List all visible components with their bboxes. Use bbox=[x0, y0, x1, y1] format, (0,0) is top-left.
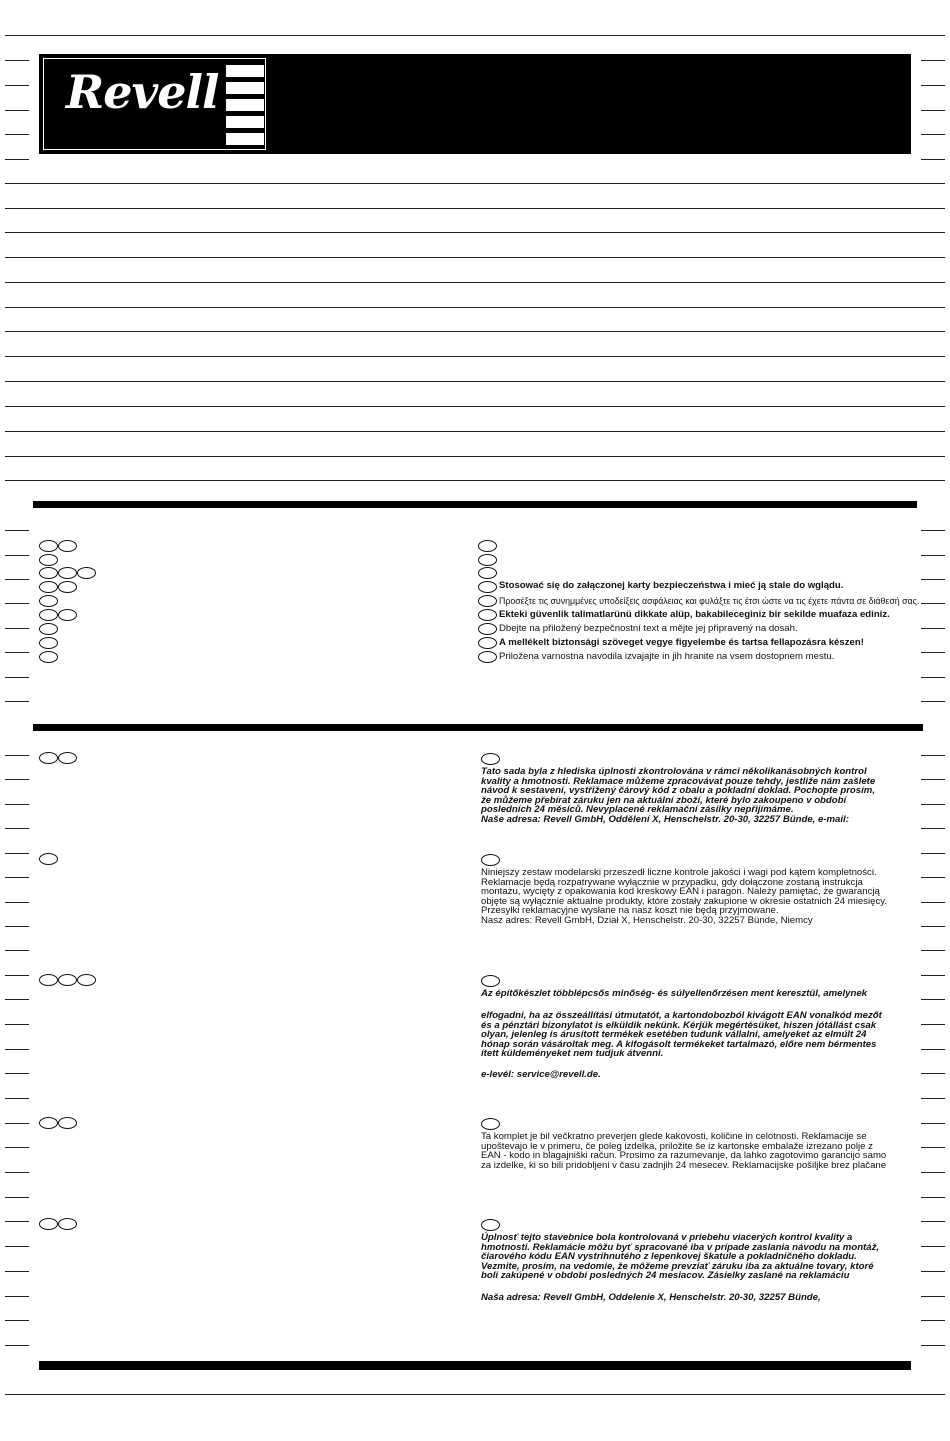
margin-tick bbox=[5, 1221, 29, 1222]
margin-tick bbox=[921, 755, 945, 756]
margin-tick bbox=[5, 853, 29, 854]
lang-marker bbox=[481, 854, 500, 866]
warranty-line: čiarového kódu EAN vystrihnutého z lepenkovej škatule a pokladničného dokladu. bbox=[481, 1251, 857, 1263]
safety-line: Priložena varnostna navodila izvajajte in jih hranite na vsem dostopnem mestu. bbox=[499, 651, 835, 662]
warranty-line: Ta komplet je bil večkratno preverjen glede kakovosti, količine in celotnosti. Reklamacije se bbox=[481, 1131, 867, 1142]
lang-marker bbox=[39, 651, 58, 663]
margin-tick bbox=[921, 950, 945, 951]
margin-tick bbox=[5, 975, 29, 976]
warranty-hu-email: e-levél: service@revell.de. bbox=[481, 1069, 601, 1080]
margin-tick bbox=[921, 779, 945, 780]
margin-tick bbox=[5, 902, 29, 903]
margin-tick bbox=[921, 828, 945, 829]
margin-tick bbox=[5, 1098, 29, 1099]
logo-text: Revell bbox=[66, 65, 219, 119]
margin-tick bbox=[5, 1049, 29, 1050]
ruled-line bbox=[5, 331, 945, 332]
margin-tick bbox=[5, 804, 29, 805]
margin-tick bbox=[5, 1296, 29, 1297]
revell-logo bbox=[43, 58, 266, 150]
lang-marker bbox=[478, 595, 497, 607]
ruled-line bbox=[5, 183, 945, 184]
lang-marker bbox=[39, 540, 77, 552]
margin-tick bbox=[5, 755, 29, 756]
margin-tick bbox=[921, 603, 945, 604]
margin-tick bbox=[921, 1320, 945, 1321]
ruled-line bbox=[5, 480, 945, 481]
margin-tick bbox=[5, 530, 29, 531]
margin-tick bbox=[921, 530, 945, 531]
margin-tick bbox=[5, 1320, 29, 1321]
margin-tick bbox=[921, 628, 945, 629]
warranty-line: posledních 24 měsíců. Nevyplacené reklamační zásilky nepřijímáme. bbox=[481, 804, 794, 816]
warranty-line: montażu, wycięty z opakowania kod kreskowy EAN i paragon. Należy pamiętać, że gwarancją bbox=[481, 886, 880, 898]
margin-tick bbox=[921, 159, 945, 160]
margin-tick bbox=[921, 1197, 945, 1198]
margin-tick bbox=[921, 60, 945, 61]
margin-tick bbox=[921, 701, 945, 702]
lang-marker bbox=[39, 1218, 77, 1230]
margin-tick bbox=[5, 85, 29, 86]
bottom-rule bbox=[5, 1394, 945, 1395]
margin-tick bbox=[921, 804, 945, 805]
warranty-line: za izdelke, ki so bili pridobljeni v času zadnjih 24 mesecev. Reklamacijske pošiljke brez plačane bbox=[481, 1159, 887, 1171]
lang-marker bbox=[39, 581, 77, 593]
warranty-line: hónap során vásároltak meg. A kifogásolt termékeket tartalmazó, előre nem bérmentes bbox=[481, 1038, 877, 1050]
margin-tick bbox=[921, 110, 945, 111]
lang-marker bbox=[478, 554, 497, 566]
margin-tick bbox=[921, 902, 945, 903]
lang-marker bbox=[481, 753, 500, 765]
margin-tick bbox=[921, 1024, 945, 1025]
ruled-line bbox=[5, 232, 945, 233]
lang-marker bbox=[481, 1219, 500, 1231]
warranty-line: Reklamacje będą rozpatrywane wyłącznie w przypadku, gdy dołączone zostaną instrukcja bbox=[481, 876, 863, 888]
margin-tick bbox=[5, 603, 29, 604]
warranty-line: és a pénztári bizonylatot is elküldik nekünk. Kérjük megértésüket, hiszen jótállást csak bbox=[481, 1019, 877, 1031]
margin-tick bbox=[921, 975, 945, 976]
margin-tick bbox=[921, 1098, 945, 1099]
warranty-line: Tato sada byla z hlediska úplnosti zkontrolována v rámci několikanásobných kontrol bbox=[481, 766, 867, 777]
ruled-line bbox=[5, 307, 945, 308]
margin-tick bbox=[5, 652, 29, 653]
warranty-line: Vezmite, prosím, na vedomie, že môžeme prevziať záruku iba za aktuálne tovary, ktoré bbox=[481, 1260, 874, 1272]
margin-tick bbox=[921, 134, 945, 135]
top-rule bbox=[5, 35, 945, 36]
margin-tick bbox=[5, 779, 29, 780]
lang-marker bbox=[478, 609, 497, 621]
warranty-line: návod k sestavení, vystřižený čárový kód z obalu a pokladní doklad. Pochopte prosím, bbox=[481, 785, 875, 797]
header-band bbox=[39, 54, 911, 154]
lang-marker bbox=[481, 975, 500, 987]
lang-marker bbox=[478, 637, 497, 649]
lang-marker bbox=[478, 540, 497, 552]
margin-tick bbox=[5, 877, 29, 878]
margin-tick bbox=[921, 1172, 945, 1173]
margin-tick bbox=[5, 701, 29, 702]
warranty-line: Przesyłki reklamacyjne wysłane na nasz koszt nie będą przyjmowane. bbox=[481, 905, 779, 917]
warranty-line: kvality a hmotnosti. Reklamace můžeme zpracovávat pouze tehdy, jestliže nám zašlete bbox=[481, 775, 876, 787]
margin-tick bbox=[921, 853, 945, 854]
margin-tick bbox=[5, 828, 29, 829]
margin-tick bbox=[921, 1271, 945, 1272]
ruled-line bbox=[5, 282, 945, 283]
warranty-line: objęte są wyłącznie aktualne produkty, które zostały zakupione w okresie ostatnich 24 miesięcy. bbox=[481, 895, 887, 907]
lang-marker bbox=[39, 1117, 77, 1129]
margin-tick bbox=[921, 926, 945, 927]
margin-tick bbox=[5, 1024, 29, 1025]
separator-band-3 bbox=[39, 1361, 911, 1370]
margin-tick bbox=[921, 1246, 945, 1247]
margin-tick bbox=[5, 579, 29, 580]
warranty-sk bbox=[481, 1233, 910, 1281]
ruled-line bbox=[5, 406, 945, 407]
margin-tick bbox=[921, 1296, 945, 1297]
warranty-line: Úplnosť tejto stavebnice bola kontrolovaná v priebehu viacerých kontrol kvality a bbox=[481, 1232, 853, 1243]
margin-tick bbox=[921, 1147, 945, 1148]
lang-marker bbox=[39, 623, 58, 635]
margin-tick bbox=[921, 579, 945, 580]
safety-line: Stosować się do załączonej karty bezpieczeństwa i mieć ją stale do wglądu. bbox=[499, 580, 844, 591]
margin-tick bbox=[5, 110, 29, 111]
margin-tick bbox=[921, 1345, 945, 1346]
warranty-line: ített küldeményeket nem tudjuk átvenni. bbox=[481, 1048, 664, 1060]
warranty-hu-intro: Az építőkészlet többlépcsős minőség- és súlyellenőrzésen ment keresztül, amelynek bbox=[481, 988, 868, 999]
margin-tick bbox=[5, 1271, 29, 1272]
lang-marker bbox=[39, 974, 96, 986]
lang-marker bbox=[39, 567, 96, 579]
warranty-line: že můžeme přebírat záruku jen na aktuální zboží, které bylo zakoupeno v období bbox=[481, 794, 847, 806]
ruled-line bbox=[5, 356, 945, 357]
lang-marker bbox=[39, 609, 77, 621]
margin-tick bbox=[5, 1246, 29, 1247]
warranty-line: Nasz adres: Revell GmbH, Dział X, Henschelstr. 20-30, 32257 Bünde, Niemcy bbox=[481, 914, 813, 926]
lang-marker bbox=[39, 853, 58, 865]
ruled-line bbox=[5, 381, 945, 382]
lang-marker bbox=[478, 651, 497, 663]
margin-tick bbox=[921, 555, 945, 556]
margin-tick bbox=[5, 1197, 29, 1198]
margin-tick bbox=[921, 677, 945, 678]
margin-tick bbox=[5, 926, 29, 927]
warranty-hu bbox=[481, 1011, 910, 1059]
warranty-line: Naše adresa: Revell GmbH, Oddělení X, Henschelstr. 20-30, 32257 Bünde, e-mail: bbox=[481, 813, 849, 825]
lang-marker bbox=[478, 567, 497, 579]
warranty-line: elfogadni, ha az összeállítási útmutatót, a kartondobozból kivágott EAN vonalkód mezőt bbox=[481, 1010, 882, 1021]
warranty-line: Niniejszy zestaw modelarski przeszedł liczne kontrole jakości i wagi pod kątem kompletności. bbox=[481, 867, 877, 878]
margin-tick bbox=[921, 85, 945, 86]
safety-line: Dbejte na přiložený bezpečnostní text a mějte jej připravený na dosah. bbox=[499, 623, 798, 634]
margin-tick bbox=[5, 1123, 29, 1124]
logo-stripes-icon bbox=[226, 65, 264, 145]
lang-marker bbox=[39, 595, 58, 607]
margin-tick bbox=[921, 877, 945, 878]
warranty-sl bbox=[481, 1132, 910, 1170]
lang-marker bbox=[39, 554, 58, 566]
warranty-line: hmotnosti. Reklamácie môžu byť spracované iba v prípade zaslania návodu na montáž, bbox=[481, 1241, 880, 1253]
margin-tick bbox=[921, 999, 945, 1000]
ruled-line bbox=[5, 208, 945, 209]
margin-tick bbox=[921, 1221, 945, 1222]
margin-tick bbox=[5, 1147, 29, 1148]
margin-tick bbox=[5, 60, 29, 61]
ruled-line bbox=[5, 456, 945, 457]
margin-tick bbox=[921, 1049, 945, 1050]
separator-band-1 bbox=[33, 501, 917, 508]
warranty-line: olyan, jelenleg is árusított termékek esetében tudunk vállalni, amelyeket az elmúlt 24 bbox=[481, 1029, 867, 1041]
margin-tick bbox=[5, 677, 29, 678]
lang-marker bbox=[39, 637, 58, 649]
lang-marker bbox=[481, 1118, 500, 1130]
margin-tick bbox=[5, 555, 29, 556]
margin-tick bbox=[5, 1345, 29, 1346]
warranty-line: boli zakúpené v období posledných 24 mesiacov. Zásielky zaslané na reklamáciu bbox=[481, 1270, 850, 1282]
safety-line: A mellékelt biztonsági szöveget vegye figyelembe és tartsa fellapozásra készen! bbox=[499, 637, 864, 648]
warranty-cz bbox=[481, 767, 910, 825]
separator-band-2 bbox=[33, 724, 923, 731]
safety-line: Ekteki güvenlik talimatlarünü dikkate alüp, bakabileceginiz bir sekilde muafaza ediniz. bbox=[499, 609, 890, 620]
margin-tick bbox=[5, 1172, 29, 1173]
margin-tick bbox=[5, 999, 29, 1000]
ruled-line bbox=[5, 257, 945, 258]
warranty-sk-address: Naša adresa: Revell GmbH, Oddelenie X, Henschelstr. 20-30, 32257 Bünde, bbox=[481, 1292, 821, 1303]
lang-marker bbox=[39, 752, 77, 764]
margin-tick bbox=[921, 1123, 945, 1124]
lang-marker bbox=[478, 581, 497, 593]
lang-marker bbox=[478, 623, 497, 635]
margin-tick bbox=[921, 1073, 945, 1074]
ruled-line bbox=[5, 431, 945, 432]
margin-tick bbox=[5, 159, 29, 160]
warranty-line: upoštevajo le v primeru, če poleg izdelka, priložite še iz kartonske embalaže izrezano polje z bbox=[481, 1140, 873, 1152]
margin-tick bbox=[5, 1073, 29, 1074]
safety-line: Προσέξτε τις συνημμένες υποδείξεις ασφάλειας και φυλάξτε τις έτσι ώστε να τις έχετε πάντα σε διάθεσή σας. bbox=[499, 596, 920, 606]
margin-tick bbox=[5, 950, 29, 951]
margin-tick bbox=[921, 652, 945, 653]
warranty-pl bbox=[481, 868, 910, 926]
warranty-line: EAN - kodo in blagajniški račun. Prosimo za razumevanje, da lahko zagotovimo garancijo samo bbox=[481, 1150, 887, 1162]
margin-tick bbox=[5, 628, 29, 629]
margin-tick bbox=[5, 134, 29, 135]
